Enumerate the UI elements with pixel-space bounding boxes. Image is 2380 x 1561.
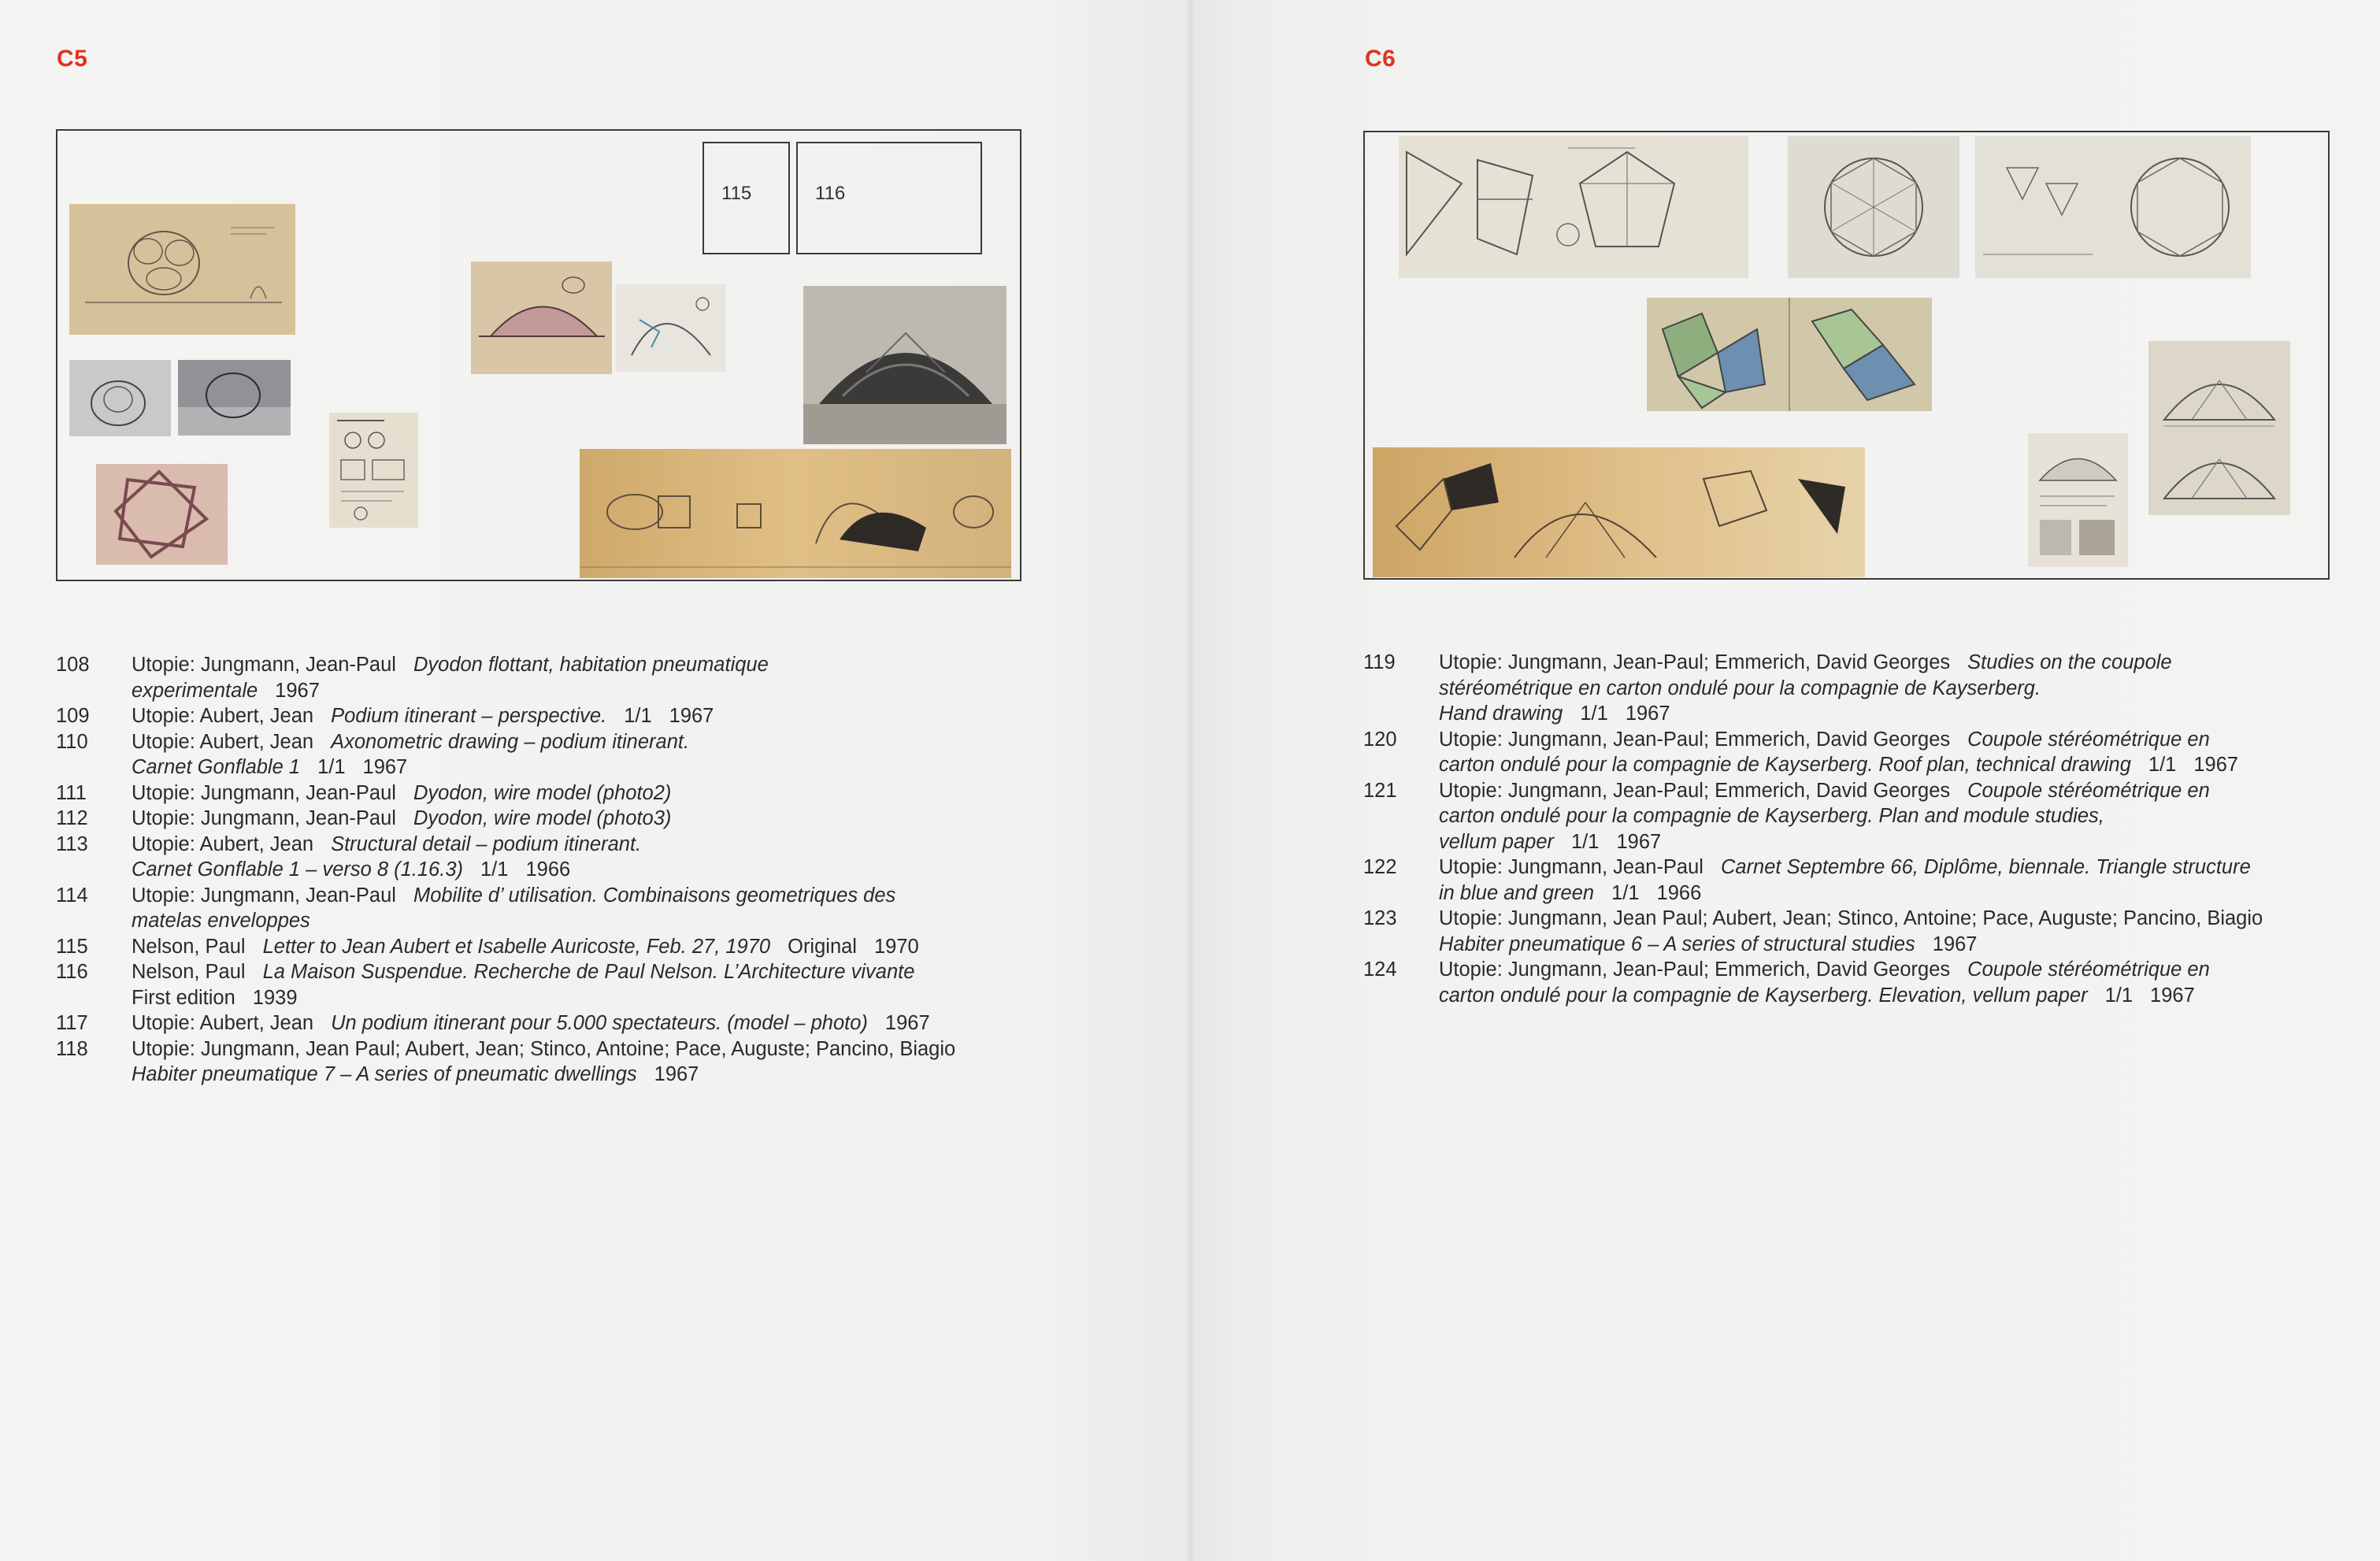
section-id-c5: C5 bbox=[57, 46, 88, 72]
thumb-114-matelas-drawing bbox=[96, 464, 228, 565]
entry-date: 1967 bbox=[669, 705, 714, 727]
entry-title: in blue and green bbox=[1439, 881, 1595, 904]
catalog-entry bbox=[56, 959, 1025, 1010]
entry-line bbox=[132, 1010, 1025, 1036]
entry-number: 112 bbox=[56, 807, 88, 829]
entry-line bbox=[132, 883, 1025, 909]
catalog-entry bbox=[1363, 650, 2340, 727]
entry-edition: 1/1 bbox=[1571, 830, 1600, 853]
entry-title: Coupole stéréométrique en bbox=[1967, 958, 2210, 981]
entry-author: Utopie: Jungmann, Jean-Paul bbox=[132, 654, 396, 676]
entry-date: 1967 bbox=[654, 1063, 699, 1085]
drawing bbox=[2028, 433, 2128, 567]
photo bbox=[178, 360, 291, 436]
entry-line bbox=[132, 934, 1025, 960]
entry-title: Habiter pneumatique 7 – A series of pneumatic dwellings bbox=[132, 1063, 637, 1085]
entry-number: 118 bbox=[56, 1037, 88, 1060]
entry-number: 116 bbox=[56, 961, 88, 983]
entry-line bbox=[1439, 650, 2340, 676]
entry-author: Utopie: Aubert, Jean bbox=[132, 1012, 314, 1034]
entry-date: 1967 bbox=[884, 1012, 930, 1034]
entry-title: matelas enveloppes bbox=[132, 910, 310, 932]
entry-number: 124 bbox=[1363, 958, 1397, 981]
entry-line bbox=[1439, 803, 2340, 829]
entry-line bbox=[1439, 829, 2340, 855]
entry-line bbox=[132, 703, 1025, 729]
entry-edition: 1/1 bbox=[1580, 703, 1608, 725]
entry-date: 1966 bbox=[525, 858, 571, 881]
entry-line bbox=[132, 857, 1025, 883]
entry-title: Hand drawing bbox=[1439, 703, 1563, 725]
thumb-coupole-brochure bbox=[2028, 433, 2128, 567]
photo bbox=[69, 360, 171, 436]
entry-date: 1967 bbox=[1616, 830, 1662, 853]
entry-line bbox=[132, 652, 1025, 678]
entry-edition: 1/1 bbox=[624, 705, 652, 727]
catalog-entry bbox=[56, 780, 1025, 806]
catalog-entry bbox=[56, 1010, 1025, 1036]
entry-line bbox=[1439, 701, 2340, 727]
thumb-119-coupole-hand-drawing bbox=[1399, 136, 1748, 278]
thumb-117-podium-model-photo bbox=[803, 286, 1006, 444]
entry-edition: 1/1 bbox=[2104, 984, 2133, 1007]
drawing bbox=[616, 284, 725, 372]
entry-edition: 1/1 bbox=[2148, 754, 2177, 776]
entry-line bbox=[132, 678, 1025, 704]
entry-title: Un podium itinerant pour 5.000 spectateurs. (model – photo) bbox=[331, 1012, 868, 1034]
entry-line bbox=[1439, 855, 2340, 881]
entry-line bbox=[1439, 957, 2340, 983]
entry-date: 1970 bbox=[873, 935, 919, 958]
entry-title: carton ondulé pour la compagnie de Kayserberg. Roof plan, technical drawing bbox=[1439, 754, 2131, 776]
placeholder-number: 115 bbox=[721, 183, 752, 204]
catalog-entry bbox=[1363, 906, 2340, 957]
thumb-112-wire-model-photo bbox=[178, 360, 291, 436]
entry-title: Podium itinerant – perspective. bbox=[331, 705, 607, 727]
entry-title: Letter to Jean Aubert et Isabelle Auricoste, Feb. 27, 1970 bbox=[262, 935, 771, 958]
entry-number: 114 bbox=[56, 884, 88, 907]
entry-title: Coupole stéréométrique en bbox=[1967, 728, 2210, 751]
caption-list-left bbox=[56, 652, 1025, 1088]
entry-title: Mobilite d’ utilisation. Combinaisons geometriques des bbox=[413, 884, 896, 907]
entry-date: 1939 bbox=[252, 986, 298, 1009]
entry-title: vellum paper bbox=[1439, 830, 1554, 853]
entry-author: Utopie: Jungmann, Jean Paul; Aubert, Jean; Stinco, Antoine; Pace, Auguste; Pancino, Biagio bbox=[132, 1037, 956, 1060]
entry-date: 1967 bbox=[2193, 754, 2239, 776]
entry-author: Utopie: Jungmann, Jean-Paul bbox=[132, 807, 396, 829]
entry-title: La Maison Suspendue. Recherche de Paul Nelson. L’Architecture vivante bbox=[262, 961, 915, 983]
catalog-entry bbox=[56, 652, 1025, 703]
catalog-entry bbox=[56, 883, 1025, 934]
entry-number: 119 bbox=[1363, 651, 1396, 673]
entry-edition: 1/1 bbox=[317, 756, 346, 778]
entry-title: Dyodon, wire model (photo3) bbox=[413, 807, 672, 829]
thumb-111-wire-model-photo bbox=[69, 360, 171, 436]
entry-note: Original bbox=[788, 935, 857, 958]
plate-frame-c5 bbox=[56, 129, 1021, 581]
entry-line bbox=[132, 755, 1025, 780]
entry-number: 108 bbox=[56, 654, 90, 676]
entry-line bbox=[1439, 906, 2340, 932]
entry-number: 110 bbox=[56, 730, 88, 753]
entry-title: carton ondulé pour la compagnie de Kayserberg. Elevation, vellum paper bbox=[1439, 984, 2088, 1007]
thumb-120-roof-plan bbox=[1788, 136, 1959, 278]
entry-line bbox=[1439, 881, 2340, 907]
thumb-123-structural-studies-strip bbox=[1373, 447, 1865, 577]
entry-line bbox=[1439, 778, 2340, 804]
entry-edition: 1/1 bbox=[480, 858, 509, 881]
catalog-entry bbox=[1363, 855, 2340, 906]
entry-date: 1967 bbox=[1932, 933, 1978, 955]
entry-author: Utopie: Aubert, Jean bbox=[132, 730, 314, 753]
photo bbox=[803, 286, 1006, 444]
placeholder-115 bbox=[703, 142, 790, 254]
placeholder-number: 116 bbox=[815, 183, 846, 204]
placeholder-116 bbox=[796, 142, 982, 254]
entry-number: 123 bbox=[1363, 907, 1397, 929]
entry-author: Utopie: Aubert, Jean bbox=[132, 705, 314, 727]
entry-line bbox=[1439, 932, 2340, 958]
thumb-121-module-studies bbox=[1975, 136, 2251, 278]
drawing bbox=[329, 413, 418, 528]
entry-line bbox=[132, 1036, 1025, 1062]
catalog-entry bbox=[56, 1036, 1025, 1088]
entry-line bbox=[132, 780, 1025, 806]
entry-author: Utopie: Aubert, Jean bbox=[132, 832, 314, 855]
caption-list-right bbox=[1363, 650, 2340, 1008]
thumb-118-habiter-pneumatique-strip bbox=[580, 449, 1011, 578]
entry-date: 1967 bbox=[275, 679, 320, 702]
entry-number: 115 bbox=[56, 935, 88, 958]
entry-date: 1967 bbox=[1625, 703, 1670, 725]
entry-line bbox=[132, 806, 1025, 832]
entry-line bbox=[132, 729, 1025, 755]
drawing bbox=[471, 261, 612, 374]
entry-author: Utopie: Jungmann, Jean-Paul; Emmerich, David Georges bbox=[1439, 728, 1951, 751]
catalog-entry bbox=[1363, 778, 2340, 855]
entry-author: Nelson, Paul bbox=[132, 961, 246, 983]
entry-line bbox=[132, 908, 1025, 934]
catalog-entry bbox=[56, 729, 1025, 780]
thumb-110-axonometric bbox=[616, 284, 725, 372]
entry-title: Structural detail – podium itinerant. bbox=[331, 832, 642, 855]
drawing bbox=[1399, 136, 1748, 278]
entry-title: Studies on the coupole bbox=[1967, 651, 2172, 673]
entry-number: 111 bbox=[56, 781, 87, 804]
catalog-entry bbox=[1363, 727, 2340, 778]
entry-author: Utopie: Jungmann, Jean Paul; Aubert, Jean; Stinco, Antoine; Pace, Auguste; Pancino, Biagio bbox=[1439, 907, 2263, 929]
entry-author: Utopie: Jungmann, Jean-Paul bbox=[132, 781, 396, 804]
drawing bbox=[1975, 136, 2251, 278]
entry-note: First edition bbox=[132, 986, 235, 1009]
entry-line bbox=[132, 985, 1025, 1011]
entry-title: Carnet Septembre 66, Diplôme, biennale. Triangle structure bbox=[1720, 856, 2251, 878]
catalog-entry bbox=[56, 934, 1025, 960]
entry-title: Carnet Gonflable 1 – verso 8 (1.16.3) bbox=[132, 858, 463, 881]
entry-number: 113 bbox=[56, 832, 88, 855]
thumb-109-podium-perspective bbox=[471, 261, 612, 374]
entry-author: Utopie: Jungmann, Jean-Paul bbox=[132, 884, 396, 907]
entry-line bbox=[132, 959, 1025, 985]
entry-number: 120 bbox=[1363, 728, 1397, 751]
entry-line bbox=[1439, 983, 2340, 1009]
entry-title: Carnet Gonflable 1 bbox=[132, 756, 301, 778]
drawing bbox=[2148, 341, 2290, 515]
entry-title: stéréométrique en carton ondulé pour la compagnie de Kayserberg. bbox=[1439, 677, 2041, 699]
entry-line bbox=[132, 1062, 1025, 1088]
drawing bbox=[580, 449, 1011, 578]
entry-author: Utopie: Jungmann, Jean-Paul; Emmerich, David Georges bbox=[1439, 651, 1951, 673]
entry-number: 121 bbox=[1363, 779, 1397, 802]
entry-date: 1966 bbox=[1656, 881, 1702, 904]
entry-number: 122 bbox=[1363, 856, 1397, 878]
entry-author: Utopie: Jungmann, Jean-Paul; Emmerich, David Georges bbox=[1439, 779, 1951, 802]
catalog-entry bbox=[56, 703, 1025, 729]
entry-date: 1967 bbox=[2150, 984, 2195, 1007]
entry-title: experimentale bbox=[132, 679, 258, 702]
thumb-122-triangle-structure bbox=[1647, 298, 1932, 411]
entry-line bbox=[1439, 752, 2340, 778]
entry-edition: 1/1 bbox=[1611, 881, 1640, 904]
drawing bbox=[96, 464, 228, 565]
entry-title: carton ondulé pour la compagnie de Kayserberg. Plan and module studies, bbox=[1439, 805, 2104, 827]
entry-author: Utopie: Jungmann, Jean-Paul; Emmerich, David Georges bbox=[1439, 958, 1951, 981]
plate-frame-c6 bbox=[1363, 131, 2330, 580]
page-gutter bbox=[1185, 0, 1195, 1561]
thumb-113-structural-sheet bbox=[329, 413, 418, 528]
entry-author: Nelson, Paul bbox=[132, 935, 246, 958]
thumb-124-elevation bbox=[2148, 341, 2290, 515]
entry-number: 109 bbox=[56, 705, 90, 727]
entry-title: Dyodon flottant, habitation pneumatique bbox=[413, 654, 769, 676]
catalog-entry bbox=[56, 832, 1025, 883]
section-id-c6: C6 bbox=[1365, 46, 1396, 72]
entry-number: 117 bbox=[56, 1012, 88, 1034]
entry-title: Axonometric drawing – podium itinerant. bbox=[331, 730, 690, 753]
entry-line bbox=[1439, 676, 2340, 702]
drawing bbox=[1373, 447, 1865, 577]
entry-title: Dyodon, wire model (photo2) bbox=[413, 781, 672, 804]
entry-author: Utopie: Jungmann, Jean-Paul bbox=[1439, 856, 1703, 878]
entry-title: Habiter pneumatique 6 – A series of structural studies bbox=[1439, 933, 1915, 955]
sketch-drawing bbox=[69, 204, 295, 335]
catalog-entry bbox=[1363, 957, 2340, 1008]
thumb-108-dyodon-sketch bbox=[69, 204, 295, 335]
entry-line bbox=[132, 832, 1025, 858]
drawing bbox=[1788, 136, 1959, 278]
entry-line bbox=[1439, 727, 2340, 753]
entry-date: 1967 bbox=[362, 756, 408, 778]
entry-title: Coupole stéréométrique en bbox=[1967, 779, 2210, 802]
catalog-entry bbox=[56, 806, 1025, 832]
drawing bbox=[1647, 298, 1932, 411]
